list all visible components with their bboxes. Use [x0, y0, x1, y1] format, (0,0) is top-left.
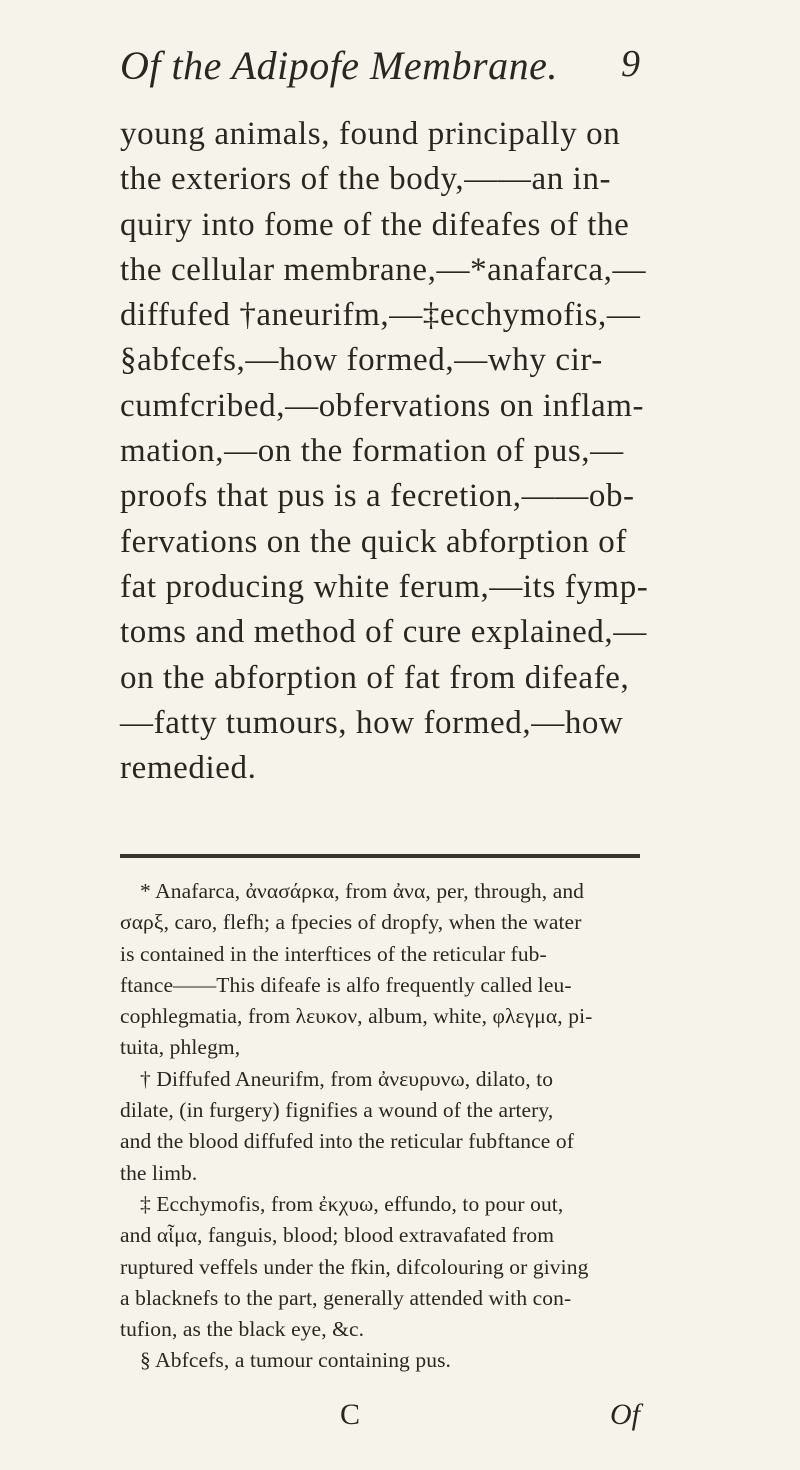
- body-line: the exteriors of the body,——an in-: [120, 161, 612, 198]
- footnote-line: dilate, (in furgery) fignifies a wound of the artery,: [120, 1098, 554, 1123]
- body-line: cumfcribed,—obfervations on inflam-: [120, 387, 645, 424]
- body-line: fervations on the quick abforption of: [120, 523, 627, 560]
- page-footer: [120, 1398, 640, 1448]
- signature-mark: C: [340, 1398, 361, 1431]
- footnote-line: ruptured veffels under the fkin, difcolouring or giving: [120, 1254, 589, 1279]
- body-line: on the abforption of fat from difeafe,: [120, 659, 630, 696]
- body-line: diffufed †aneurifm,—‡ecchymofis,—: [120, 297, 641, 334]
- footnote-line: ‡ Ecchymofis, from ἐκχυω, effundo, to pour out,: [140, 1191, 564, 1216]
- body-line: remedied.: [120, 750, 257, 787]
- body-line: mation,—on the formation of pus,—: [120, 433, 624, 470]
- footnote-line: and the blood diffufed into the reticular fubftance of: [120, 1129, 574, 1154]
- body-line: quiry into fome of the difeafes of the: [120, 206, 630, 243]
- body-line: fat producing white ferum,—its fymp-: [120, 568, 649, 605]
- footnote-line: tuita, phlegm,: [120, 1035, 241, 1060]
- page-header: [120, 42, 640, 102]
- footnote-line: and αἷμα, fanguis, blood; blood extravafated from: [120, 1223, 555, 1248]
- running-head: Of the Adipofe Membrane.: [120, 43, 558, 88]
- body-line: young animals, found principally on: [120, 116, 621, 152]
- footnote-line: cophlegmatia, from λευκον, album, white, φλεγμα, pi-: [120, 1004, 593, 1029]
- footnote-line: σαρξ, caro, flefh; a fpecies of dropfy, when the water: [120, 910, 582, 935]
- page-number: 9: [621, 43, 640, 85]
- footnote-line: § Abfcefs, a tumour containing pus.: [140, 1348, 452, 1373]
- footnotes: [120, 876, 660, 1377]
- footnote-line: the limb.: [120, 1160, 198, 1185]
- footnote-line: † Diffufed Aneurifm, from ἀνευρυνω, dilato, to: [140, 1066, 554, 1091]
- body-line: §abfcefs,—how formed,—why cir-: [120, 342, 603, 379]
- footnote-line: ftance——This difeafe is alfo frequently called leu-: [120, 972, 572, 997]
- body-line: toms and method of cure explained,—: [120, 614, 647, 651]
- footnote-line: tufion, as the black eye, &c.: [120, 1317, 365, 1342]
- body-line: —fatty tumours, how formed,—how: [120, 704, 624, 741]
- body-line: proofs that pus is a fecretion,——ob-: [120, 478, 635, 515]
- footnote-line: is contained in the interftices of the reticular fub-: [120, 941, 547, 966]
- footnote-line: a blacknefs to the part, generally attended with con-: [120, 1285, 572, 1310]
- body-line: the cellular membrane,—*anafarca,—: [120, 251, 647, 288]
- footnote-line: * Anafarca, ἀνασάρκα, from ἀνα, per, through, and: [140, 879, 585, 903]
- catchword: Of: [610, 1398, 640, 1431]
- body-paragraph: [120, 112, 660, 791]
- footnote-divider: [120, 854, 640, 858]
